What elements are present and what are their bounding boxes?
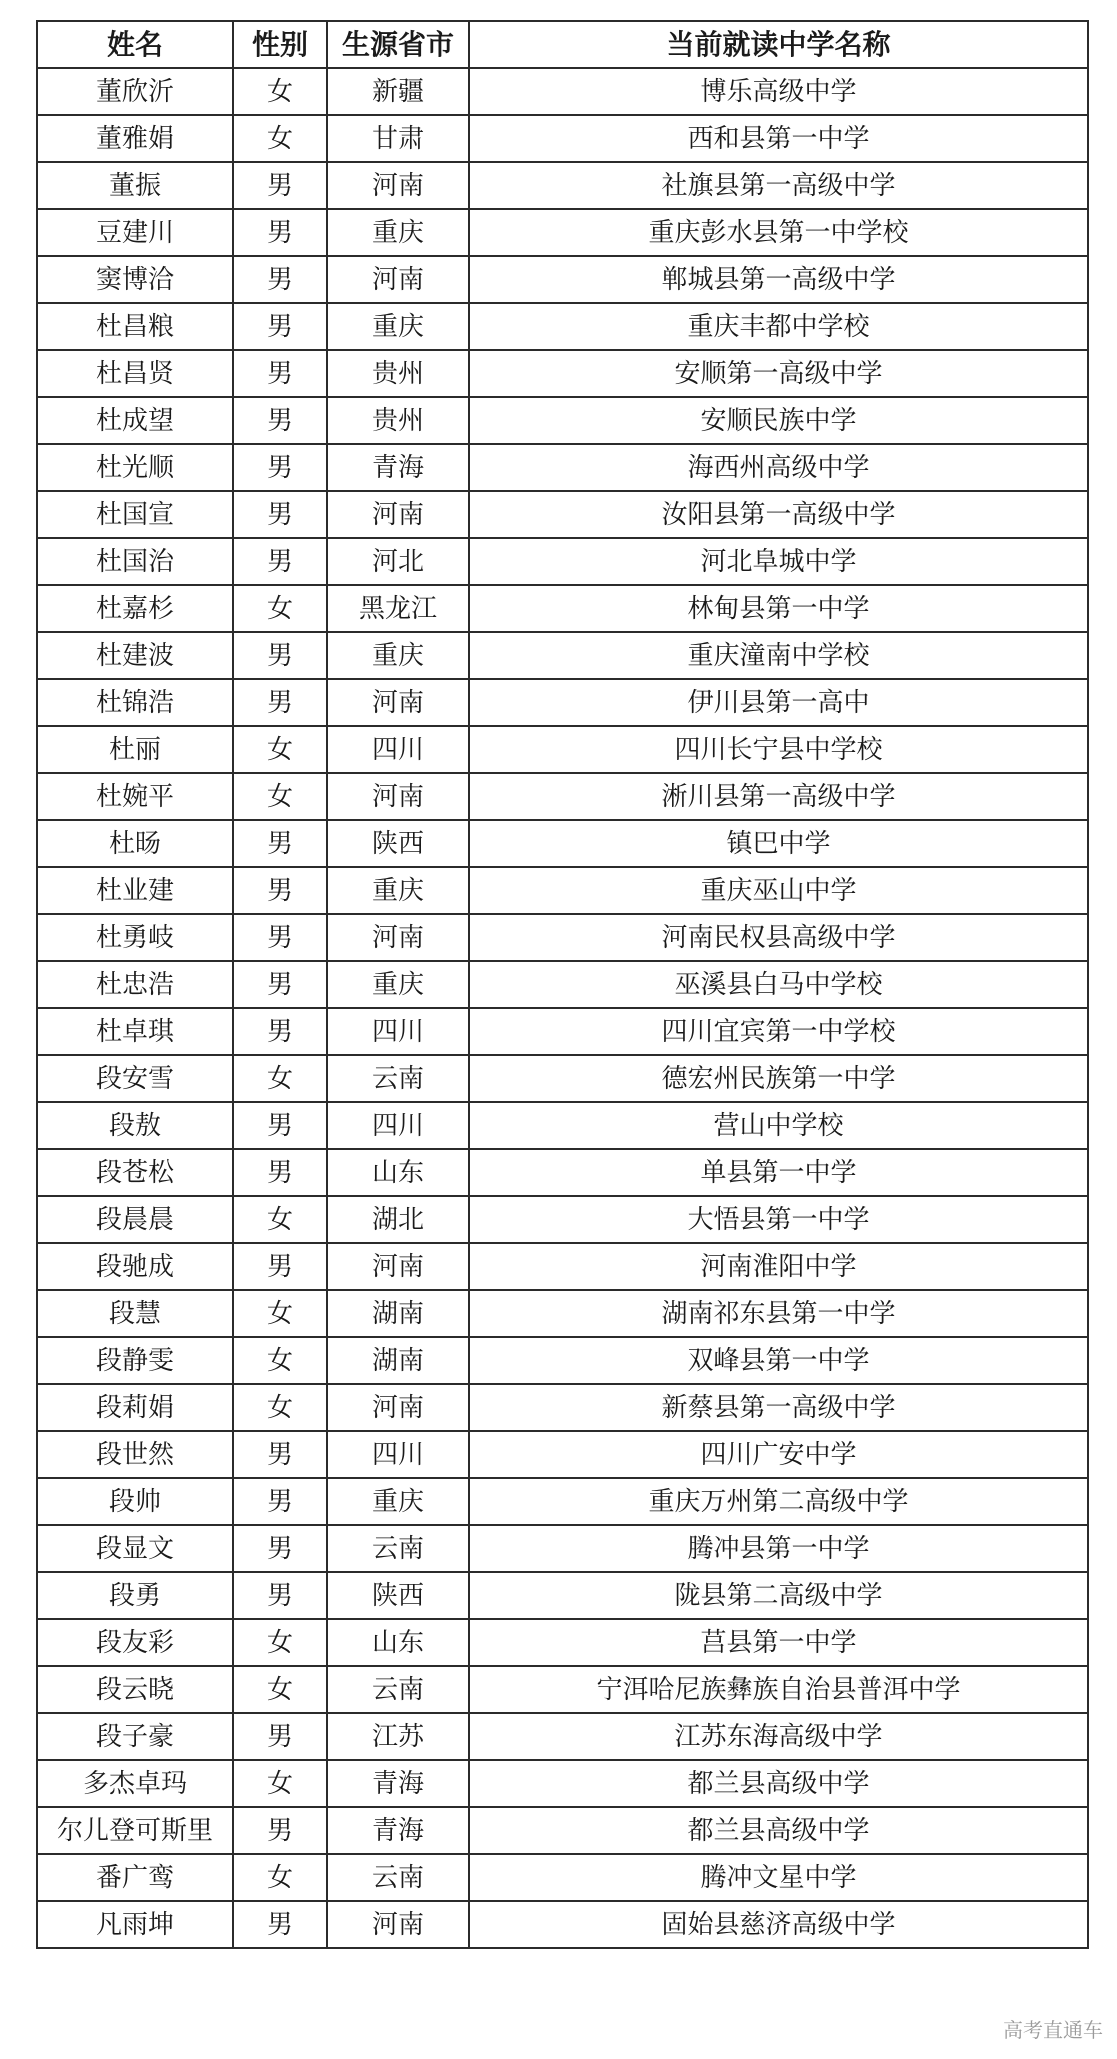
cell-name: 段安雪 [37,1055,233,1102]
table-row [37,1196,1088,1243]
cell-gender: 男 [233,350,327,397]
table-row [37,256,1088,303]
cell-province: 四川 [327,1431,469,1478]
cell-school: 莒县第一中学 [469,1619,1088,1666]
cell-province: 重庆 [327,209,469,256]
watermark-text: 高考直通车 [1003,2018,1103,2042]
cell-gender: 男 [233,1901,327,1948]
cell-school: 安顺民族中学 [469,397,1088,444]
header-row [37,21,1088,68]
cell-gender: 男 [233,867,327,914]
cell-province: 河南 [327,914,469,961]
cell-school: 巫溪县白马中学校 [469,961,1088,1008]
cell-province: 湖北 [327,1196,469,1243]
cell-school: 新蔡县第一高级中学 [469,1384,1088,1431]
cell-gender: 男 [233,209,327,256]
cell-name: 段子豪 [37,1713,233,1760]
cell-province: 重庆 [327,961,469,1008]
cell-province: 陕西 [327,820,469,867]
cell-school: 淅川县第一高级中学 [469,773,1088,820]
table-row [37,1102,1088,1149]
cell-school: 固始县慈济高级中学 [469,1901,1088,1948]
cell-province: 河南 [327,1384,469,1431]
table-row [37,585,1088,632]
table-row [37,1525,1088,1572]
table-row [37,773,1088,820]
cell-province: 山东 [327,1149,469,1196]
cell-name: 多杰卓玛 [37,1760,233,1807]
cell-gender: 男 [233,961,327,1008]
cell-school: 镇巴中学 [469,820,1088,867]
cell-school: 都兰县高级中学 [469,1807,1088,1854]
table-row [37,1478,1088,1525]
cell-gender: 女 [233,1337,327,1384]
table-row [37,1337,1088,1384]
table-row [37,491,1088,538]
cell-name: 段云晓 [37,1666,233,1713]
cell-gender: 男 [233,679,327,726]
cell-name: 尔儿登可斯里 [37,1807,233,1854]
cell-name: 董振 [37,162,233,209]
table-row [37,726,1088,773]
cell-name: 段晨晨 [37,1196,233,1243]
table-row [37,303,1088,350]
cell-province: 青海 [327,1807,469,1854]
cell-province: 河南 [327,1243,469,1290]
cell-gender: 男 [233,1008,327,1055]
cell-province: 河南 [327,1901,469,1948]
cell-gender: 男 [233,303,327,350]
cell-gender: 男 [233,1431,327,1478]
cell-province: 青海 [327,1760,469,1807]
cell-province: 青海 [327,444,469,491]
cell-province: 江苏 [327,1713,469,1760]
table-row [37,209,1088,256]
table-row [37,1760,1088,1807]
table-body [37,68,1088,1948]
cell-name: 杜国治 [37,538,233,585]
cell-name: 段友彩 [37,1619,233,1666]
table-row [37,1290,1088,1337]
cell-name: 段苍松 [37,1149,233,1196]
cell-province: 云南 [327,1854,469,1901]
cell-name: 段敖 [37,1102,233,1149]
cell-name: 杜国宣 [37,491,233,538]
cell-gender: 男 [233,820,327,867]
cell-name: 杜旸 [37,820,233,867]
cell-gender: 女 [233,1384,327,1431]
cell-name: 段静雯 [37,1337,233,1384]
table-row [37,820,1088,867]
cell-school: 重庆彭水县第一中学校 [469,209,1088,256]
cell-gender: 男 [233,1807,327,1854]
table-row [37,1149,1088,1196]
table-row [37,961,1088,1008]
cell-province: 新疆 [327,68,469,115]
cell-school: 西和县第一中学 [469,115,1088,162]
table-row [37,1713,1088,1760]
table-row [37,350,1088,397]
cell-name: 凡雨坤 [37,1901,233,1948]
table-row [37,162,1088,209]
cell-name: 豆建川 [37,209,233,256]
cell-gender: 男 [233,256,327,303]
cell-name: 杜成望 [37,397,233,444]
table-row [37,1572,1088,1619]
cell-school: 四川宜宾第一中学校 [469,1008,1088,1055]
cell-gender: 女 [233,68,327,115]
cell-name: 杜勇岐 [37,914,233,961]
cell-province: 陕西 [327,1572,469,1619]
cell-school: 都兰县高级中学 [469,1760,1088,1807]
table-row [37,1666,1088,1713]
cell-school: 四川广安中学 [469,1431,1088,1478]
table-row [37,867,1088,914]
cell-name: 段勇 [37,1572,233,1619]
cell-gender: 女 [233,585,327,632]
cell-name: 段慧 [37,1290,233,1337]
table-row [37,444,1088,491]
table-row [37,1854,1088,1901]
cell-school: 郸城县第一高级中学 [469,256,1088,303]
table-row [37,397,1088,444]
table-row [37,1807,1088,1854]
cell-province: 河南 [327,162,469,209]
cell-name: 段驰成 [37,1243,233,1290]
cell-gender: 男 [233,1149,327,1196]
cell-gender: 女 [233,1666,327,1713]
cell-name: 董雅娟 [37,115,233,162]
cell-school: 重庆丰都中学校 [469,303,1088,350]
cell-province: 云南 [327,1666,469,1713]
cell-school: 重庆巫山中学 [469,867,1088,914]
cell-name: 杜光顺 [37,444,233,491]
cell-province: 四川 [327,1008,469,1055]
cell-school: 汝阳县第一高级中学 [469,491,1088,538]
cell-gender: 男 [233,914,327,961]
student-roster-table [36,20,1089,1949]
cell-school: 江苏东海高级中学 [469,1713,1088,1760]
cell-school: 社旗县第一高级中学 [469,162,1088,209]
cell-name: 杜昌粮 [37,303,233,350]
cell-school: 海西州高级中学 [469,444,1088,491]
cell-gender: 女 [233,1055,327,1102]
cell-school: 河南淮阳中学 [469,1243,1088,1290]
cell-name: 杜昌贤 [37,350,233,397]
cell-school: 博乐高级中学 [469,68,1088,115]
cell-province: 湖南 [327,1290,469,1337]
cell-gender: 男 [233,1478,327,1525]
cell-gender: 男 [233,1525,327,1572]
cell-school: 营山中学校 [469,1102,1088,1149]
cell-name: 杜嘉杉 [37,585,233,632]
cell-province: 河北 [327,538,469,585]
cell-gender: 女 [233,1619,327,1666]
cell-name: 番广鸾 [37,1854,233,1901]
cell-gender: 男 [233,1102,327,1149]
header-school: 当前就读中学名称 [469,21,1088,68]
cell-province: 甘肃 [327,115,469,162]
cell-school: 重庆潼南中学校 [469,632,1088,679]
cell-gender: 女 [233,726,327,773]
table-row [37,632,1088,679]
cell-province: 云南 [327,1525,469,1572]
table-header [37,21,1088,68]
cell-school: 河南民权县高级中学 [469,914,1088,961]
cell-gender: 女 [233,773,327,820]
header-province: 生源省市 [327,21,469,68]
cell-gender: 男 [233,1572,327,1619]
cell-province: 黑龙江 [327,585,469,632]
table-row [37,538,1088,585]
cell-gender: 男 [233,491,327,538]
cell-school: 德宏州民族第一中学 [469,1055,1088,1102]
cell-gender: 男 [233,162,327,209]
cell-school: 陇县第二高级中学 [469,1572,1088,1619]
cell-school: 林甸县第一中学 [469,585,1088,632]
cell-province: 河南 [327,773,469,820]
cell-province: 河南 [327,256,469,303]
cell-school: 四川长宁县中学校 [469,726,1088,773]
cell-province: 四川 [327,726,469,773]
table-row [37,679,1088,726]
header-name: 姓名 [37,21,233,68]
cell-province: 河南 [327,491,469,538]
cell-gender: 男 [233,1713,327,1760]
cell-name: 杜丽 [37,726,233,773]
cell-school: 腾冲县第一中学 [469,1525,1088,1572]
cell-name: 段显文 [37,1525,233,1572]
cell-gender: 女 [233,1196,327,1243]
cell-name: 杜锦浩 [37,679,233,726]
cell-gender: 女 [233,1854,327,1901]
table-row [37,68,1088,115]
cell-province: 重庆 [327,303,469,350]
cell-name: 段帅 [37,1478,233,1525]
cell-province: 湖南 [327,1337,469,1384]
cell-name: 杜忠浩 [37,961,233,1008]
cell-school: 伊川县第一高中 [469,679,1088,726]
table-row [37,1055,1088,1102]
table-row [37,1384,1088,1431]
cell-province: 贵州 [327,397,469,444]
cell-gender: 女 [233,1760,327,1807]
header-gender: 性别 [233,21,327,68]
cell-province: 山东 [327,1619,469,1666]
cell-province: 河南 [327,679,469,726]
cell-gender: 男 [233,538,327,585]
cell-gender: 女 [233,1290,327,1337]
table-row [37,1008,1088,1055]
cell-school: 大悟县第一中学 [469,1196,1088,1243]
table-row [37,115,1088,162]
cell-gender: 男 [233,397,327,444]
cell-school: 安顺第一高级中学 [469,350,1088,397]
cell-name: 段世然 [37,1431,233,1478]
cell-gender: 男 [233,444,327,491]
table-row [37,1431,1088,1478]
table-row [37,1243,1088,1290]
cell-name: 窦博洽 [37,256,233,303]
cell-school: 湖南祁东县第一中学 [469,1290,1088,1337]
cell-school: 宁洱哈尼族彝族自治县普洱中学 [469,1666,1088,1713]
cell-name: 杜婉平 [37,773,233,820]
table-row [37,914,1088,961]
cell-name: 杜业建 [37,867,233,914]
cell-province: 重庆 [327,632,469,679]
cell-name: 杜卓琪 [37,1008,233,1055]
cell-province: 四川 [327,1102,469,1149]
cell-gender: 男 [233,1243,327,1290]
cell-province: 贵州 [327,350,469,397]
cell-school: 单县第一中学 [469,1149,1088,1196]
cell-name: 董欣沂 [37,68,233,115]
cell-province: 重庆 [327,867,469,914]
cell-school: 腾冲文星中学 [469,1854,1088,1901]
cell-province: 云南 [327,1055,469,1102]
cell-school: 双峰县第一中学 [469,1337,1088,1384]
cell-province: 重庆 [327,1478,469,1525]
cell-school: 河北阜城中学 [469,538,1088,585]
cell-name: 杜建波 [37,632,233,679]
table-row [37,1619,1088,1666]
cell-gender: 男 [233,632,327,679]
cell-school: 重庆万州第二高级中学 [469,1478,1088,1525]
cell-gender: 女 [233,115,327,162]
table-row [37,1901,1088,1948]
cell-name: 段莉娟 [37,1384,233,1431]
